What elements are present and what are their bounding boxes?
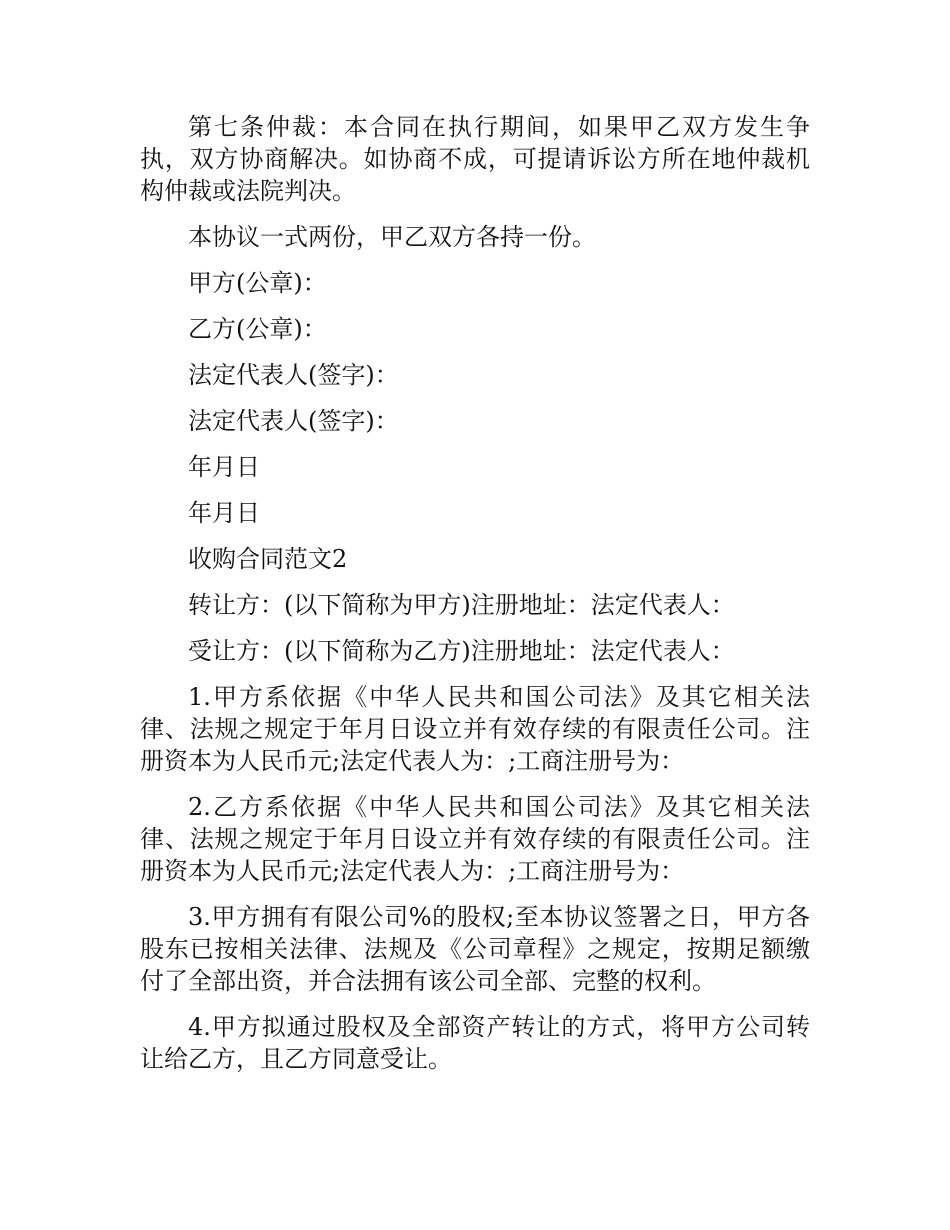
paragraph-clause-4: 4.甲方拟通过股权及全部资产转让的方式，将甲方公司转让给乙方，且乙方同意受让。	[140, 1013, 810, 1073]
paragraph-transferee: 受让方：(以下简称为乙方)注册地址：法定代表人：	[188, 637, 735, 665]
paragraph-arbitration-clause: 第七条仲裁：本合同在执行期间，如果甲乙双方发生争执，双方协商解决。如协商不成，可提请诉讼方所在地仲裁机构仲裁或法院判决。	[140, 113, 810, 205]
paragraph-date-a: 年月日	[188, 453, 260, 481]
paragraph-party-a-seal: 甲方(公章)：	[188, 269, 327, 297]
paragraph-date-b: 年月日	[188, 499, 260, 527]
paragraph-legal-rep-signature-b: 法定代表人(签字)：	[188, 407, 399, 435]
paragraph-clause-2: 2.乙方系依据《中华人民共和国公司法》及其它相关法律、法规之规定于年月日设立并有效存续的有限责任公司。注册资本为人民币元;法定代表人为：;工商注册号为：	[140, 793, 810, 885]
section-title-contract-2: 收购合同范文2	[188, 545, 348, 573]
paragraph-transferor: 转让方：(以下简称为甲方)注册地址：法定代表人：	[188, 591, 735, 619]
paragraph-clause-1: 1.甲方系依据《中华人民共和国公司法》及其它相关法律、法规之规定于年月日设立并有效存续的有限责任公司。注册资本为人民币元;法定代表人为：;工商注册号为：	[140, 683, 810, 775]
paragraph-copies: 本协议一式两份，甲乙双方各持一份。	[188, 223, 596, 251]
document-body	[140, 111, 810, 1089]
paragraph-party-b-seal: 乙方(公章)：	[188, 315, 327, 343]
paragraph-legal-rep-signature-a: 法定代表人(签字)：	[188, 361, 399, 389]
paragraph-clause-3: 3.甲方拥有有限公司%的股权;至本协议签署之日，甲方各股东已按相关法律、法规及《公司章程》之规定，按期足额缴付了全部出资，并合法拥有该公司全部、完整的权利。	[140, 903, 810, 995]
